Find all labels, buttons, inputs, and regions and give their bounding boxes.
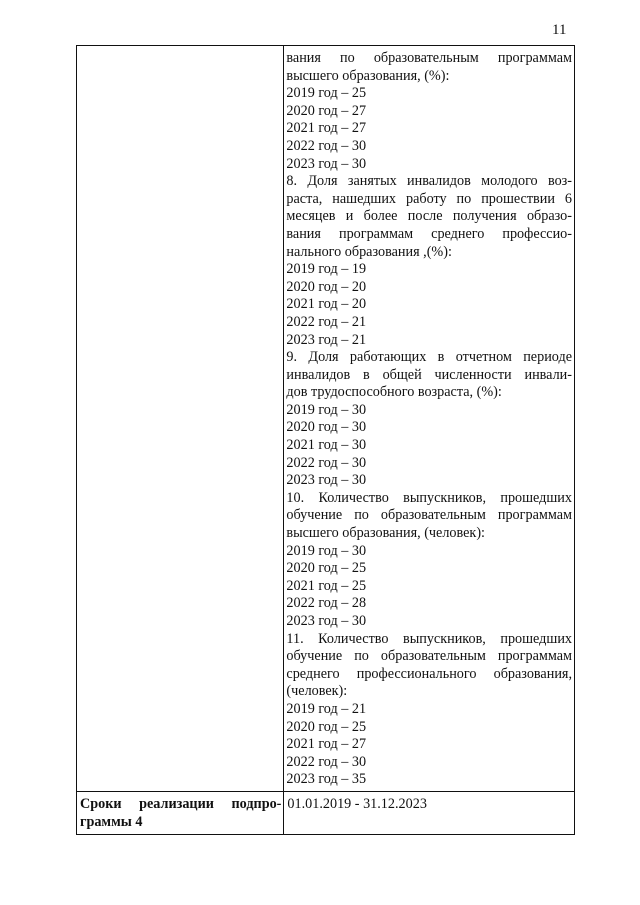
indicator-line: 2019 год – 30 (286, 401, 367, 418)
indicator-line: высшего образования, (%): (286, 67, 450, 84)
indicator-line: вания программам среднего профессио- (286, 225, 572, 242)
indicator-line: дов трудоспособного возраста, (%): (286, 384, 502, 401)
indicators-row (77, 46, 575, 792)
indicator-line: 2021 год – 27 (286, 736, 367, 753)
indicator-line: высшего образования, (человек): (286, 525, 485, 542)
indicators-label-cell (77, 46, 284, 792)
indicator-line: 11. Количество выпускников, прошедших (286, 630, 572, 647)
page-number: 11 (552, 22, 567, 38)
indicator-line: нального образования ,(%): (286, 243, 452, 260)
indicator-line: 2023 год – 35 (286, 771, 367, 788)
terms-value-cell (284, 791, 575, 834)
terms-value: 01.01.2019 - 31.12.2023 (287, 795, 427, 812)
indicator-line: 2020 год – 20 (286, 278, 367, 295)
indicator-line: 2023 год – 30 (286, 613, 367, 629)
indicator-line: 2021 год – 25 (286, 577, 367, 594)
subprogram-passport-table (76, 45, 575, 835)
indicator-line: 8. Доля занятых инвалидов молодого воз- (286, 173, 572, 190)
indicator-line: 2022 год – 30 (286, 753, 367, 770)
indicator-line: 2022 год – 21 (286, 313, 367, 330)
indicator-line: 10. Количество выпускников, прошедших (286, 489, 572, 506)
indicator-line: обучение по образовательным программам (286, 507, 572, 524)
indicators-text (286, 50, 572, 789)
indicators-cell (284, 46, 575, 792)
indicator-line: обучение по образовательным программам (286, 648, 572, 665)
indicator-line: 2019 год – 30 (286, 542, 367, 559)
indicator-line: вания по образовательным программам (286, 50, 572, 66)
indicator-line: среднего профессионального образования, (286, 665, 572, 682)
indicator-line: 2022 год – 28 (286, 595, 367, 612)
indicator-line: 2020 год – 30 (286, 419, 367, 436)
indicator-line: 2023 год – 30 (286, 155, 367, 172)
indicator-line: месяцев и более после получения образо- (286, 208, 572, 225)
terms-label-line: Сроки реализации подпро- (80, 795, 282, 812)
indicator-line: 2020 год – 25 (286, 560, 367, 577)
terms-row (77, 791, 575, 834)
indicator-line: 2019 год – 19 (286, 261, 367, 278)
indicator-line: 2022 год – 30 (286, 454, 367, 471)
indicator-line: 2021 год – 30 (286, 437, 367, 454)
indicator-line: 2023 год – 21 (286, 331, 367, 348)
indicator-line: 2020 год – 27 (286, 102, 367, 119)
terms-label-cell (77, 791, 284, 834)
indicator-line: инвалидов в общей численности инвали- (286, 366, 572, 383)
indicator-line: 2021 год – 27 (286, 120, 367, 137)
indicator-line: 2019 год – 25 (286, 85, 367, 102)
indicator-line: (человек): (286, 683, 348, 700)
indicator-line: 2021 год – 20 (286, 296, 367, 313)
indicator-line: раста, нашедших работу по прошествии 6 (286, 190, 572, 207)
indicator-line: 2023 год – 30 (286, 472, 367, 489)
terms-label-line: граммы 4 (80, 813, 143, 830)
indicator-line: 2019 год – 21 (286, 700, 367, 717)
indicator-line: 2020 год – 25 (286, 718, 367, 735)
indicator-line: 9. Доля работающих в отчетном периоде (286, 349, 572, 366)
indicator-line: 2022 год – 30 (286, 137, 367, 154)
